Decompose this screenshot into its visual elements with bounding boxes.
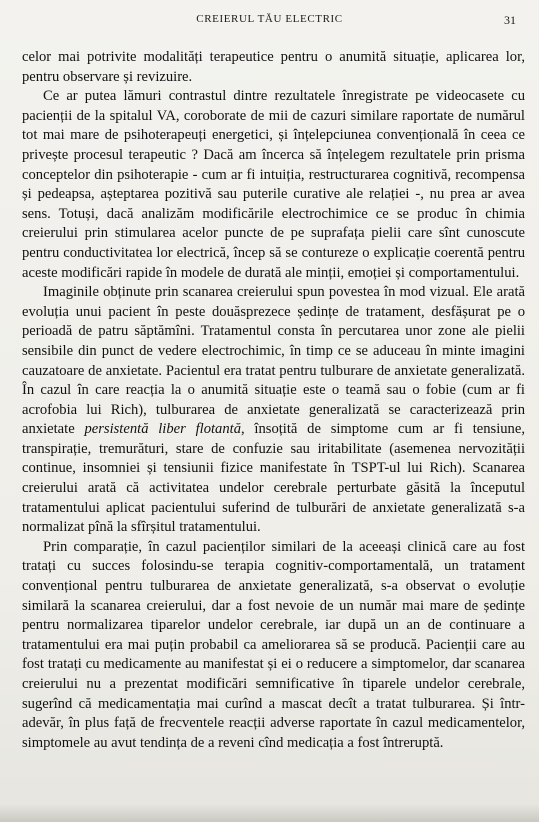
page-bottom-shadow: [0, 804, 539, 822]
paragraph-brain-scans: [22, 283, 525, 538]
paragraph-brain-scans-text-1: Imaginile obținute prin scanarea creierului spun povestea în mod vizual. Ele arată evoluția unui pacient în peste douăsprezece ședințe de tratament, desfășurat pe o perioadă de patru săptămîni. Tratamentul consta în percutarea unor zone ale pielii sensibile din punct de vedere electrochimic, în timp ce se aduceau în minte imagini cauzatoare de anxietate. Pacientul era tratat pentru tulburare de anxietate generalizată. În cazul în care reacția la o anumită situație este o teamă sau o fobie (cum ar fi acrofobia lui Rich), tulburarea de anxietate generalizată se caracterizează prin anxietate: [22, 284, 525, 438]
paragraph-continuation: celor mai potrivite modalități terapeutice pentru o anumită situație, aplicarea lor, pentru observare și revizuire.: [22, 49, 525, 85]
emphasized-phrase: persistentă liber flotantă: [84, 421, 241, 438]
page-header: [0, 13, 539, 29]
paragraph-contrast: Ce ar putea lămuri contrastul dintre rezultatele înregistrate pe videocasete cu pacienții de la spitalul VA, coroborate de mii de cazuri similare raportate de numărul tot mai mare de psihoterapeuți energetici, și înțelepciunea convențională în ceea ce privește procesul terapeutic ? Dacă am încerca să înțelegem rezultatele prin prisma conceptelor din psihoterapie - cum ar fi intuiția, restructurarea cognitivă, recompensa și pedeapsa, așteptarea pozitivă sau puterile curative ale relației -, nu prea ar avea sens. Totuși, dacă analizăm modificările electrochimice ce se produc în chimia creierului prin stimularea acelor puncte de pe suprafața pielii care sînt cunoscute pentru conductivitatea lor electrică, încep să se contureze o explicație coerentă pentru aceste modificări rapide în modele de durată ale minții, emoției și comportamentului.: [22, 88, 525, 281]
paragraph-comparison: Prin comparație, în cazul pacienților similari de la aceeași clinică care au fost tratați cu succes folosindu-se terapia cognitiv-comportamentală, un tratament convențional pentru tulburarea de anxietate generalizată, s-a observat o evoluție similară la scanarea creierului, dar a fost nevoie de un număr mai mare de ședințe pentru normalizarea tiparelor undelor cerebrale, iar după un an de continuare a tratamentului era mai puțin probabil ca ameliorarea să se producă. Pacienții care au fost tratați cu medicamente au manifestat și ei o reducere a simptomelor, dar scanarea creierului nu a prezentat modificări semnificative în tiparele undelor cerebrale, sugerînd că medicamentația mai curînd a mascat decît a tratat tulburarea. Și într-adevăr, în plus față de frecventele reacții adverse raportate în cazul medicamentelor, simptomele au avut tendința de a reveni cînd medicația a fost întreruptă.: [22, 538, 525, 751]
running-title: CREIERUL TĂU ELECTRIC: [196, 13, 343, 25]
paragraph-brain-scans-text-2: , însoțită de simptome cum ar fi tensiune, transpirație, tremurături, stare de confuzie sau iritabilitate (asemenea nervozității continue, insomniei și tensiunii fizice manifestate în TSPT-ul lui Rich). Scanarea creierului arată că activitatea undelor cerebrale perturbate găsită la începutul tratamentului aplicat pacientului suferind de tulburări de anxietate generalizată s-a normalizat pînă la sfîrșitul tratamentului.: [22, 421, 525, 536]
page-number: 31: [504, 13, 516, 27]
body-text: [22, 48, 525, 753]
